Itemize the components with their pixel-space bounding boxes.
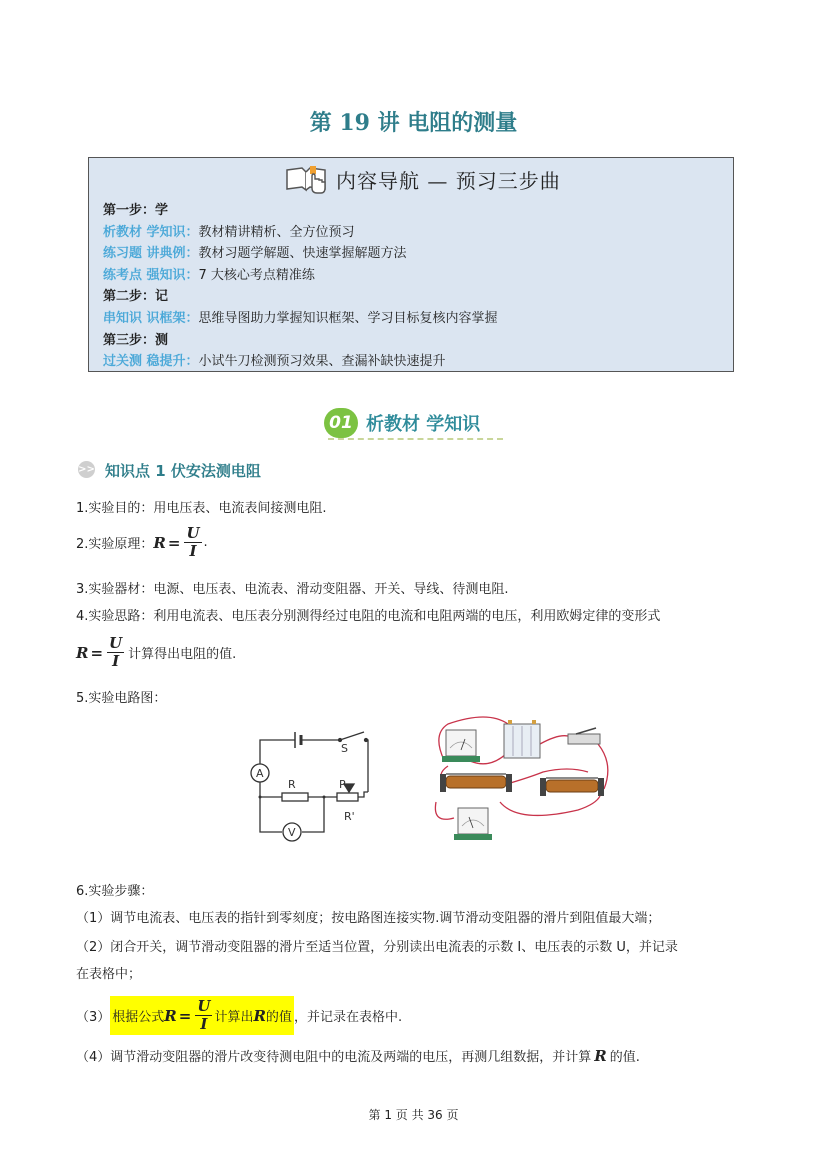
p2-suffix: .: [203, 535, 208, 550]
resistor-symbol: [282, 793, 308, 801]
step-1: （1）调节电流表、电压表的指针到零刻度；按电路图连接实物.调节滑动变阻器的滑片到阻值最大端；: [76, 911, 661, 926]
formula-lhs: R: [253, 1006, 266, 1025]
formula-lhs: R: [153, 533, 166, 552]
resistor-label: R: [288, 778, 296, 791]
section-number-badge: 01: [324, 408, 358, 438]
paragraph-5: 5.实验电路图：: [76, 691, 167, 706]
ammeter-device: [454, 808, 492, 840]
p2-prefix: 2.实验原理：: [76, 537, 154, 552]
formula-numerator: U: [197, 997, 211, 1015]
paragraph-1: 1.实验目的：用电压表、电流表间接测电阻.: [76, 501, 327, 516]
paragraph-2: [76, 526, 208, 559]
nav-item-label: 练习题 讲典例：: [103, 246, 199, 262]
formula-denominator: I: [112, 652, 120, 670]
double-chevron-icon: >>: [78, 461, 95, 478]
nav-header: [284, 164, 561, 194]
formula-lhs: R: [164, 1006, 177, 1025]
nav-item: [103, 351, 498, 373]
p4-suffix: 计算得出电阻的值.: [128, 647, 237, 662]
switch-device: [568, 728, 600, 744]
apparatus-illustration: [428, 714, 614, 852]
nav-item-label: 练考点 强知识：: [103, 267, 199, 283]
step-3-hl-a: 根据公式: [112, 1010, 165, 1025]
nav-item-text: 小试牛刀检测预习效果、查漏补缺快速提升: [198, 354, 446, 370]
step-3-suffix: ，并记录在表格中.: [293, 1010, 403, 1025]
nav-item-label: 过关测 稳提升：: [103, 354, 199, 370]
rheostat-symbol: [337, 793, 358, 801]
step-2-line2: 在表格中；: [76, 967, 142, 982]
step-3-prefix: （3）: [76, 1010, 111, 1025]
circuit-diagram: [240, 722, 390, 844]
battery-box: [504, 720, 540, 758]
content-navigation-box: [88, 157, 734, 372]
nav-step-heading: 第一步：学: [103, 203, 169, 218]
switch-label: S: [341, 742, 348, 755]
book-pointer-icon: [284, 164, 330, 194]
voltmeter-label: V: [288, 826, 296, 839]
formula-eq: =: [167, 533, 181, 552]
formula-fraction: [184, 526, 201, 559]
slider-label: P: [339, 778, 346, 791]
paragraph-3: 3.实验器材：电源、电压表、电流表、滑动变阻器、开关、导线、待测电阻.: [76, 582, 509, 597]
formula-denominator: I: [200, 1015, 208, 1033]
nav-item-text: 教材习题学解题、快速掌握解题方法: [198, 246, 407, 262]
formula-eq: =: [90, 643, 104, 662]
step-3-hl-b: 计算出: [214, 1010, 254, 1025]
rheostat-label: R': [344, 810, 355, 823]
nav-item-text: 7 大核心考点精准练: [198, 267, 315, 283]
paragraph-4-line1: 4.实验思路：利用电流表、电压表分别测得经过电阻的电流和电阻两端的电压，利用欧姆定律的变形式: [76, 609, 661, 624]
nav-step-heading: 第三步：测: [103, 332, 169, 348]
nav-step-heading: 第二步：记: [103, 289, 169, 305]
nav-item-text: 教材精讲精析、全方位预习: [198, 224, 355, 240]
section-title: 析教材 学知识: [366, 414, 481, 435]
nav-item-label: 析教材 学知识：: [103, 224, 199, 240]
formula-numerator: U: [109, 634, 123, 652]
step-3: [76, 996, 402, 1035]
formula-denominator: I: [189, 542, 197, 560]
nav-item: [103, 222, 498, 244]
nav-item: [103, 265, 498, 287]
page-footer: 第 1 页 共 36 页: [368, 1108, 459, 1122]
formula-lhs: R: [594, 1046, 607, 1065]
step-4-prefix: （4）调节滑动变阻器的滑片改变待测电阻中的电流及两端的电压，再测几组数据，并计算: [76, 1050, 592, 1065]
nav-header-text: 内容导航 — 预习三步曲: [336, 168, 561, 193]
step-3-hl-c: 的值: [265, 1010, 292, 1025]
paragraph-4-line2: [76, 636, 236, 669]
formula-fraction: [195, 999, 212, 1032]
nav-item-text: 思维导图助力掌握知识框架、学习目标复核内容掌握: [198, 310, 498, 326]
step-2-line1: （2）闭合开关，调节滑动变阻器的滑片至适当位置，分别读出电流表的示数 I、电压表的示数 U，并记录: [76, 940, 678, 955]
nav-item: [103, 243, 498, 265]
page-title: 第 19 讲 电阻的测量: [309, 110, 518, 136]
step-3-highlight: [110, 996, 294, 1035]
nav-item-label: 串知识 识框架：: [103, 310, 199, 326]
nav-item: [103, 308, 498, 330]
step-4-suffix: 的值.: [609, 1050, 640, 1065]
formula-eq: =: [178, 1006, 192, 1025]
formula-fraction: [107, 636, 124, 669]
rheostat-device-top: [440, 774, 512, 792]
rheostat-device-right: [540, 778, 604, 796]
formula-lhs: R: [76, 643, 89, 662]
section-underline: [328, 438, 503, 440]
nav-lines: [103, 200, 498, 373]
formula-numerator: U: [186, 524, 200, 542]
voltmeter-device: [442, 730, 480, 762]
step-4: [76, 1046, 640, 1065]
knowledge-point-title: 知识点 1 伏安法测电阻: [105, 462, 261, 480]
ammeter-label: A: [256, 767, 264, 780]
paragraph-6: 6.实验步骤：: [76, 884, 154, 899]
